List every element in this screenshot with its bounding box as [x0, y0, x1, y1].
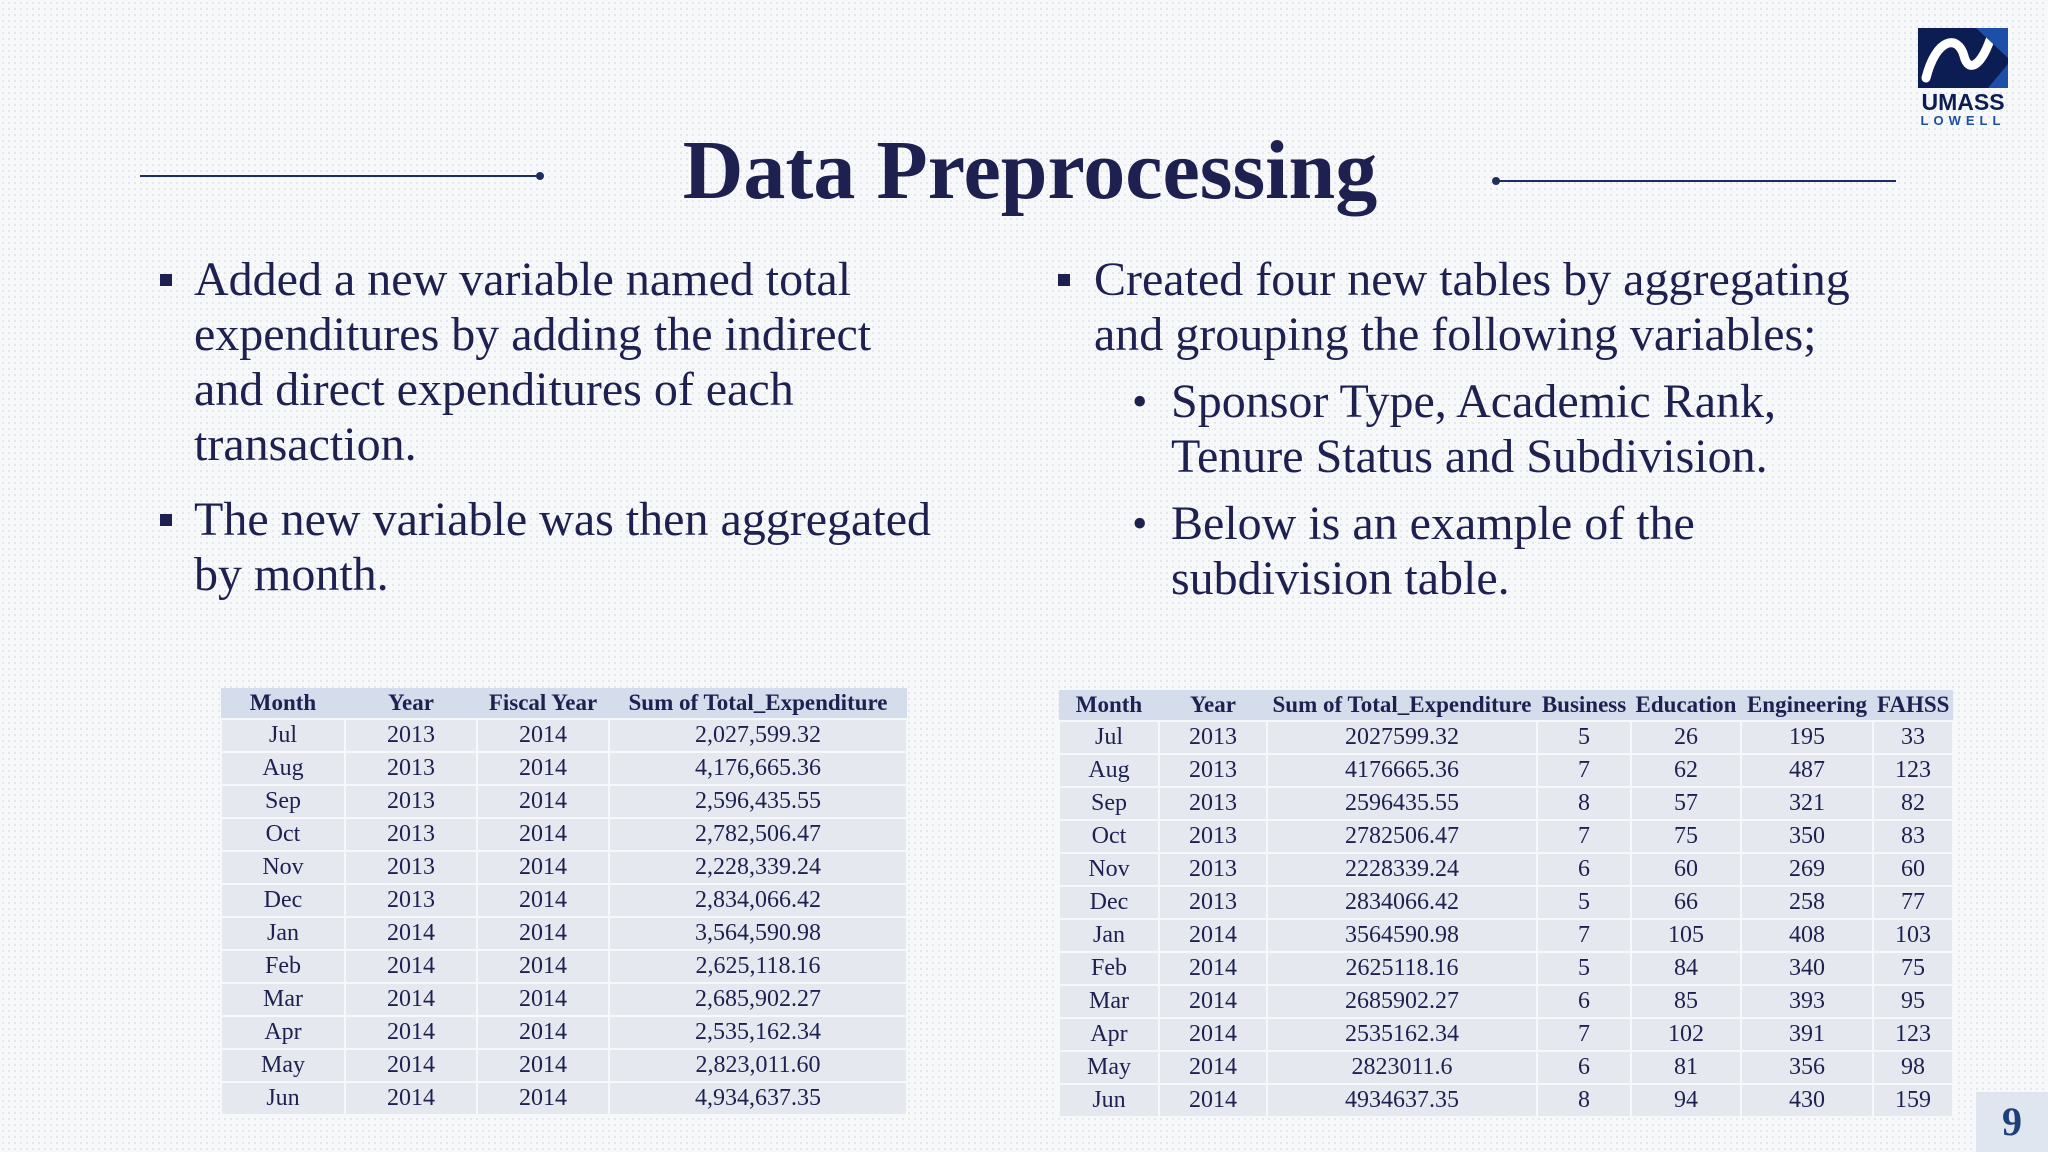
column-header: Year: [1159, 690, 1267, 721]
table-cell: Nov: [1059, 853, 1159, 886]
table-cell: 2,823,011.60: [609, 1049, 907, 1082]
table-cell: 5: [1537, 721, 1631, 754]
table-cell: 2,625,118.16: [609, 950, 907, 983]
square-bullet-icon: [1058, 274, 1070, 286]
table-cell: Jan: [221, 917, 345, 950]
table-row: [221, 1082, 907, 1115]
table-cell: 7: [1537, 820, 1631, 853]
table-cell: 408: [1741, 919, 1873, 952]
table-cell: 5: [1537, 886, 1631, 919]
table-cell: 7: [1537, 1018, 1631, 1051]
table-cell: 105: [1631, 919, 1741, 952]
table-cell: 57: [1631, 787, 1741, 820]
left-bullet-2-text: The new variable was then aggregated by month.: [194, 493, 931, 601]
table-cell: 2685902.27: [1267, 985, 1537, 1018]
table-cell: 2625118.16: [1267, 952, 1537, 985]
table-cell: 95: [1873, 985, 1953, 1018]
table-cell: 2,027,599.32: [609, 719, 907, 752]
table-cell: 4934637.35: [1267, 1084, 1537, 1117]
table-cell: 85: [1631, 985, 1741, 1018]
right-subbullet-2: [1058, 496, 1918, 606]
table-cell: 84: [1631, 952, 1741, 985]
table-cell: Sep: [221, 785, 345, 818]
table-cell: 7: [1537, 754, 1631, 787]
logo-lowell-text: LOWELL: [1920, 113, 2006, 128]
table-cell: 2,782,506.47: [609, 818, 907, 851]
table-cell: Aug: [1059, 754, 1159, 787]
table-row: [1059, 853, 1953, 886]
left-bullet-1-text: Added a new variable named total expenditures by adding the indirect and direct expenditures of each transaction.: [194, 253, 872, 471]
table-cell: 2,535,162.34: [609, 1016, 907, 1049]
table-cell: 83: [1873, 820, 1953, 853]
table-cell: 2013: [1159, 721, 1267, 754]
table-cell: 2014: [477, 752, 609, 785]
table-cell: 350: [1741, 820, 1873, 853]
table-cell: 123: [1873, 754, 1953, 787]
table-row: [221, 719, 907, 752]
table-cell: Apr: [221, 1016, 345, 1049]
table-cell: 393: [1741, 985, 1873, 1018]
table-cell: 2,685,902.27: [609, 983, 907, 1016]
table-cell: 2013: [345, 752, 477, 785]
table-cell: 81: [1631, 1051, 1741, 1084]
table-cell: 2014: [345, 917, 477, 950]
column-header: Fiscal Year: [477, 688, 609, 719]
umass-logo-mark-icon: [1918, 28, 2008, 88]
table-cell: Mar: [1059, 985, 1159, 1018]
table-cell: Feb: [221, 950, 345, 983]
table-cell: 2823011.6: [1267, 1051, 1537, 1084]
column-header: Year: [345, 688, 477, 719]
table-row: [221, 1049, 907, 1082]
table-cell: 4,934,637.35: [609, 1082, 907, 1115]
right-bullets: [1058, 252, 1918, 606]
left-bullet-2: [160, 492, 940, 602]
table-cell: 75: [1631, 820, 1741, 853]
table-cell: 75: [1873, 952, 1953, 985]
table-cell: 82: [1873, 787, 1953, 820]
table-cell: 66: [1631, 886, 1741, 919]
table-cell: 2013: [345, 884, 477, 917]
monthly-expenditure-table: [220, 688, 908, 1116]
table-cell: 2013: [345, 818, 477, 851]
table-cell: 2014: [345, 983, 477, 1016]
table-cell: Jan: [1059, 919, 1159, 952]
table-row: [221, 752, 907, 785]
logo-umass-text: UMASS: [1921, 89, 2005, 115]
left-bullet-1: [160, 252, 940, 472]
table-cell: 4176665.36: [1267, 754, 1537, 787]
table-row: [1059, 886, 1953, 919]
table-cell: 6: [1537, 985, 1631, 1018]
table-cell: 2013: [1159, 853, 1267, 886]
table-cell: 2014: [1159, 1084, 1267, 1117]
table-cell: 33: [1873, 721, 1953, 754]
table-cell: 2014: [477, 1082, 609, 1115]
table-row: [221, 851, 907, 884]
table-cell: 487: [1741, 754, 1873, 787]
table-row: [1059, 919, 1953, 952]
table-cell: 340: [1741, 952, 1873, 985]
table-cell: 2014: [477, 785, 609, 818]
table-row: [221, 884, 907, 917]
table-cell: Aug: [221, 752, 345, 785]
table-cell: 2834066.42: [1267, 886, 1537, 919]
table-cell: 2014: [1159, 1051, 1267, 1084]
column-header: Sum of Total_Expenditure: [609, 688, 907, 719]
table-cell: 2014: [345, 1082, 477, 1115]
table-cell: 8: [1537, 1084, 1631, 1117]
table-cell: 3564590.98: [1267, 919, 1537, 952]
table-cell: 2013: [1159, 754, 1267, 787]
table-cell: 269: [1741, 853, 1873, 886]
table-cell: 356: [1741, 1051, 1873, 1084]
table-cell: 2027599.32: [1267, 721, 1537, 754]
square-bullet-icon: [160, 514, 172, 526]
table-cell: 2228339.24: [1267, 853, 1537, 886]
column-header: Month: [1059, 690, 1159, 721]
table-row: [1059, 721, 1953, 754]
table-cell: 258: [1741, 886, 1873, 919]
table-cell: 98: [1873, 1051, 1953, 1084]
slide-title: Data Preprocessing: [682, 124, 1378, 217]
table-row: [1059, 985, 1953, 1018]
table-cell: 2013: [1159, 886, 1267, 919]
table-cell: 2014: [1159, 919, 1267, 952]
table-cell: 2014: [1159, 985, 1267, 1018]
table-cell: 5: [1537, 952, 1631, 985]
table-cell: 2014: [477, 1016, 609, 1049]
table-row: [221, 917, 907, 950]
column-header: Education: [1631, 690, 1741, 721]
table-header-row: [1059, 690, 1953, 721]
table-cell: 2014: [477, 983, 609, 1016]
table-cell: 2596435.55: [1267, 787, 1537, 820]
round-bullet-icon: •: [1132, 377, 1148, 426]
table-cell: 77: [1873, 886, 1953, 919]
table-cell: 2014: [477, 884, 609, 917]
column-header: Engineering: [1741, 690, 1873, 721]
table-cell: 2014: [1159, 1018, 1267, 1051]
table-cell: 2,596,435.55: [609, 785, 907, 818]
table-cell: Jul: [1059, 721, 1159, 754]
table-cell: Jun: [221, 1082, 345, 1115]
table-row: [221, 818, 907, 851]
table-cell: May: [1059, 1051, 1159, 1084]
table-cell: 3,564,590.98: [609, 917, 907, 950]
table-cell: Oct: [1059, 820, 1159, 853]
table-cell: 195: [1741, 721, 1873, 754]
table-cell: 2014: [345, 950, 477, 983]
table-cell: Nov: [221, 851, 345, 884]
table-row: [221, 1016, 907, 1049]
table-cell: 26: [1631, 721, 1741, 754]
table-cell: 2013: [345, 785, 477, 818]
table-cell: Dec: [221, 884, 345, 917]
table-cell: 2,228,339.24: [609, 851, 907, 884]
left-bullets: [160, 252, 940, 622]
table-cell: 62: [1631, 754, 1741, 787]
column-header: Month: [221, 688, 345, 719]
table-cell: Feb: [1059, 952, 1159, 985]
table-row: [221, 983, 907, 1016]
table-row: [1059, 754, 1953, 787]
table-cell: 321: [1741, 787, 1873, 820]
table-cell: May: [221, 1049, 345, 1082]
table-cell: 2013: [345, 851, 477, 884]
table-cell: 2014: [345, 1049, 477, 1082]
round-bullet-icon: •: [1132, 499, 1148, 548]
table-cell: Mar: [221, 983, 345, 1016]
table-cell: 6: [1537, 1051, 1631, 1084]
column-header: FAHSS: [1873, 690, 1953, 721]
table-header-row: [221, 688, 907, 719]
subdivision-table: [1058, 690, 1954, 1118]
table-row: [1059, 1084, 1953, 1117]
table-cell: 60: [1631, 853, 1741, 886]
square-bullet-icon: [160, 274, 172, 286]
table-cell: 7: [1537, 919, 1631, 952]
table-cell: 8: [1537, 787, 1631, 820]
table-cell: 2014: [1159, 952, 1267, 985]
table-row: [1059, 1018, 1953, 1051]
table-cell: 2014: [477, 950, 609, 983]
table-cell: Apr: [1059, 1018, 1159, 1051]
table-cell: Jul: [221, 719, 345, 752]
column-header: Business: [1537, 690, 1631, 721]
page-number: 9: [1976, 1092, 2048, 1152]
table-row: [221, 785, 907, 818]
table-cell: 60: [1873, 853, 1953, 886]
column-header: Sum of Total_Expenditure: [1267, 690, 1537, 721]
table-cell: 2014: [345, 1016, 477, 1049]
umass-lowell-logo: [1918, 28, 2008, 132]
table-cell: Sep: [1059, 787, 1159, 820]
table-cell: 2782506.47: [1267, 820, 1537, 853]
table-cell: 102: [1631, 1018, 1741, 1051]
right-bullet-1-text: Created four new tables by aggregating and grouping the following variables;: [1094, 253, 1850, 361]
table-cell: 2014: [477, 851, 609, 884]
table-cell: 4,176,665.36: [609, 752, 907, 785]
table-cell: 430: [1741, 1084, 1873, 1117]
table-cell: 2013: [1159, 820, 1267, 853]
right-subbullet-2-text: Below is an example of the subdivision table.: [1171, 497, 1695, 605]
table-row: [221, 950, 907, 983]
table-cell: 159: [1873, 1084, 1953, 1117]
table-cell: 123: [1873, 1018, 1953, 1051]
table-cell: 6: [1537, 853, 1631, 886]
right-subbullet-1: [1058, 374, 1918, 484]
table-row: [1059, 820, 1953, 853]
table-cell: Jun: [1059, 1084, 1159, 1117]
table-row: [1059, 952, 1953, 985]
table-cell: 94: [1631, 1084, 1741, 1117]
right-bullet-1: [1058, 252, 1918, 362]
table-cell: 2013: [345, 719, 477, 752]
table-cell: 2014: [477, 818, 609, 851]
table-cell: Oct: [221, 818, 345, 851]
table-cell: 2,834,066.42: [609, 884, 907, 917]
table-cell: 103: [1873, 919, 1953, 952]
table-cell: Dec: [1059, 886, 1159, 919]
table-cell: 2014: [477, 1049, 609, 1082]
table-cell: 2535162.34: [1267, 1018, 1537, 1051]
table-row: [1059, 1051, 1953, 1084]
table-row: [1059, 787, 1953, 820]
table-cell: 2014: [477, 917, 609, 950]
table-cell: 2014: [477, 719, 609, 752]
table-cell: 391: [1741, 1018, 1873, 1051]
right-subbullet-1-text: Sponsor Type, Academic Rank, Tenure Status and Subdivision.: [1171, 375, 1776, 483]
table-cell: 2013: [1159, 787, 1267, 820]
